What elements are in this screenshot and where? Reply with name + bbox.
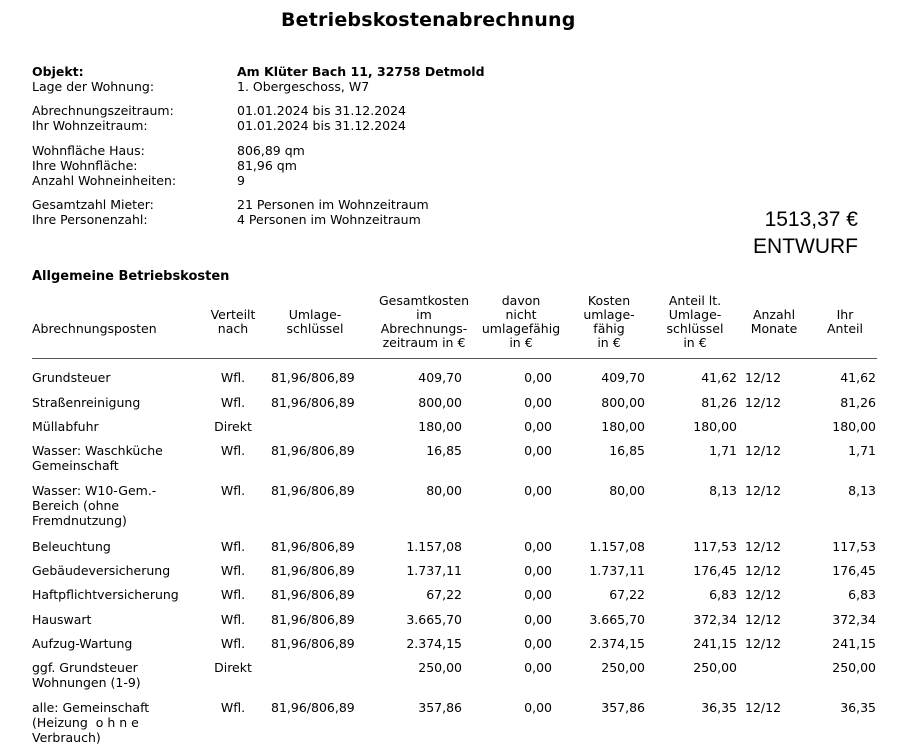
cell-kosten-umlagefaehig: 1.157,08 bbox=[589, 539, 645, 554]
cell-anteil: 250,00 bbox=[693, 660, 737, 675]
cell-abrechnungsposten: Wasser: Waschküche Gemeinschaft bbox=[32, 443, 163, 473]
cell-verteilt: Wfl. bbox=[220, 539, 246, 554]
cell-umlageschluessel: 81,96/806,89 bbox=[271, 483, 355, 498]
cell-ihr-anteil: 6,83 bbox=[848, 587, 876, 602]
cell-kosten-umlagefaehig: 3.665,70 bbox=[589, 612, 645, 627]
cell-kosten-umlagefaehig: 1.737,11 bbox=[589, 563, 645, 578]
info-label: Ihr Wohnzeitraum: bbox=[32, 118, 148, 133]
cell-kosten-umlagefaehig: 2.374,15 bbox=[589, 636, 645, 651]
info-value: 9 bbox=[237, 173, 245, 188]
cell-gesamtkosten: 16,85 bbox=[426, 443, 462, 458]
cell-nicht-umlagefaehig: 0,00 bbox=[524, 587, 552, 602]
cell-anteil: 1,71 bbox=[709, 443, 737, 458]
info-label: Wohnfläche Haus: bbox=[32, 143, 145, 158]
cell-kosten-umlagefaehig: 409,70 bbox=[601, 370, 645, 385]
cell-umlageschluessel: 81,96/806,89 bbox=[271, 539, 355, 554]
cell-gesamtkosten: 67,22 bbox=[426, 587, 462, 602]
cell-kosten-umlagefaehig: 80,00 bbox=[609, 483, 645, 498]
info-value: 21 Personen im Wohnzeitraum bbox=[237, 197, 429, 212]
cell-ihr-anteil: 81,26 bbox=[840, 395, 876, 410]
cell-nicht-umlagefaehig: 0,00 bbox=[524, 370, 552, 385]
cell-abrechnungsposten: Wasser: W10-Gem.- Bereich (ohne Fremdnutzung) bbox=[32, 483, 157, 528]
cell-kosten-umlagefaehig: 180,00 bbox=[601, 419, 645, 434]
cell-gesamtkosten: 80,00 bbox=[426, 483, 462, 498]
draft-status: ENTWURF bbox=[753, 235, 858, 258]
cell-anzahl-monate: 12/12 bbox=[745, 395, 782, 410]
header-abrechnungsposten: Abrechnungsposten bbox=[32, 321, 157, 336]
cell-anteil: 81,26 bbox=[701, 395, 737, 410]
cell-kosten-umlagefaehig: 16,85 bbox=[609, 443, 645, 458]
cell-verteilt: Wfl. bbox=[220, 395, 246, 410]
cell-umlageschluessel: 81,96/806,89 bbox=[271, 636, 355, 651]
cell-verteilt: Wfl. bbox=[220, 443, 246, 458]
info-label: Abrechnungszeitraum: bbox=[32, 103, 174, 118]
cell-gesamtkosten: 1.157,08 bbox=[406, 539, 462, 554]
cell-anteil: 117,53 bbox=[693, 539, 737, 554]
cell-nicht-umlagefaehig: 0,00 bbox=[524, 395, 552, 410]
cell-anteil: 6,83 bbox=[709, 587, 737, 602]
cell-umlageschluessel: 81,96/806,89 bbox=[271, 700, 355, 715]
info-label: Anzahl Wohneinheiten: bbox=[32, 173, 177, 188]
cell-abrechnungsposten: Haftpflichtversicherung bbox=[32, 587, 179, 602]
cell-anzahl-monate: 12/12 bbox=[745, 563, 782, 578]
cell-kosten-umlagefaehig: 357,86 bbox=[601, 700, 645, 715]
cell-nicht-umlagefaehig: 0,00 bbox=[524, 483, 552, 498]
cell-abrechnungsposten: Beleuchtung bbox=[32, 539, 111, 554]
info-value: 4 Personen im Wohnzeitraum bbox=[237, 212, 421, 227]
document-title: Betriebskostenabrechnung bbox=[281, 9, 576, 31]
cell-ihr-anteil: 372,34 bbox=[832, 612, 876, 627]
cell-abrechnungsposten: Hauswart bbox=[32, 612, 92, 627]
cell-kosten-umlagefaehig: 67,22 bbox=[609, 587, 645, 602]
total-amount: 1513,37 € bbox=[764, 208, 858, 231]
cell-nicht-umlagefaehig: 0,00 bbox=[524, 636, 552, 651]
header-anteil: Anteil lt. Umlage- schlüssel in € bbox=[666, 293, 724, 350]
cell-anteil: 8,13 bbox=[709, 483, 737, 498]
info-value: 01.01.2024 bis 31.12.2024 bbox=[237, 103, 407, 118]
cell-ihr-anteil: 176,45 bbox=[832, 563, 876, 578]
cell-kosten-umlagefaehig: 250,00 bbox=[601, 660, 645, 675]
info-value: Am Klüter Bach 11, 32758 Detmold bbox=[237, 64, 485, 79]
cell-nicht-umlagefaehig: 0,00 bbox=[524, 539, 552, 554]
cell-gesamtkosten: 1.737,11 bbox=[406, 563, 462, 578]
cell-anzahl-monate: 12/12 bbox=[745, 612, 782, 627]
cell-verteilt: Direkt bbox=[214, 660, 252, 675]
cell-nicht-umlagefaehig: 0,00 bbox=[524, 700, 552, 715]
cell-ihr-anteil: 117,53 bbox=[832, 539, 876, 554]
cell-umlageschluessel: 81,96/806,89 bbox=[271, 587, 355, 602]
cell-anzahl-monate: 12/12 bbox=[745, 370, 782, 385]
cell-anteil: 241,15 bbox=[693, 636, 737, 651]
cell-abrechnungsposten: alle: Gemeinschaft (Heizung o h n e Verbrauch) bbox=[32, 700, 150, 745]
info-value: 806,89 qm bbox=[237, 143, 305, 158]
cell-anzahl-monate: 12/12 bbox=[745, 636, 782, 651]
cell-anteil: 36,35 bbox=[701, 700, 737, 715]
cell-umlageschluessel: 81,96/806,89 bbox=[271, 563, 355, 578]
cell-anzahl-monate: 12/12 bbox=[745, 700, 782, 715]
cell-gesamtkosten: 357,86 bbox=[418, 700, 462, 715]
cell-ihr-anteil: 41,62 bbox=[840, 370, 876, 385]
cell-ihr-anteil: 180,00 bbox=[832, 419, 876, 434]
cell-nicht-umlagefaehig: 0,00 bbox=[524, 419, 552, 434]
info-label: Ihre Wohnfläche: bbox=[32, 158, 138, 173]
cell-nicht-umlagefaehig: 0,00 bbox=[524, 563, 552, 578]
info-label: Ihre Personenzahl: bbox=[32, 212, 148, 227]
cell-verteilt: Wfl. bbox=[220, 587, 246, 602]
cell-gesamtkosten: 409,70 bbox=[418, 370, 462, 385]
cell-ihr-anteil: 1,71 bbox=[848, 443, 876, 458]
cell-anteil: 41,62 bbox=[701, 370, 737, 385]
header-verteilt: Verteilt nach bbox=[210, 307, 256, 336]
cell-verteilt: Wfl. bbox=[220, 700, 246, 715]
info-label: Objekt: bbox=[32, 64, 84, 79]
cell-ihr-anteil: 8,13 bbox=[848, 483, 876, 498]
cell-gesamtkosten: 180,00 bbox=[418, 419, 462, 434]
info-label: Lage der Wohnung: bbox=[32, 79, 155, 94]
cell-nicht-umlagefaehig: 0,00 bbox=[524, 443, 552, 458]
cell-gesamtkosten: 800,00 bbox=[418, 395, 462, 410]
header-davon: davon nicht umlagefähig in € bbox=[481, 293, 561, 350]
cell-anzahl-monate: 12/12 bbox=[745, 443, 782, 458]
cell-umlageschluessel: 81,96/806,89 bbox=[271, 370, 355, 385]
cell-gesamtkosten: 3.665,70 bbox=[406, 612, 462, 627]
total-box bbox=[700, 206, 858, 260]
header-gesamtkosten: Gesamtkosten im Abrechnungs- zeitraum in € bbox=[378, 293, 470, 350]
cell-verteilt: Wfl. bbox=[220, 370, 246, 385]
cell-ihr-anteil: 36,35 bbox=[840, 700, 876, 715]
cell-ihr-anteil: 250,00 bbox=[832, 660, 876, 675]
cell-anteil: 180,00 bbox=[693, 419, 737, 434]
cell-verteilt: Wfl. bbox=[220, 636, 246, 651]
section-title: Allgemeine Betriebskosten bbox=[32, 269, 230, 284]
cell-abrechnungsposten: Straßenreinigung bbox=[32, 395, 141, 410]
cell-gesamtkosten: 2.374,15 bbox=[406, 636, 462, 651]
cell-anzahl-monate: 12/12 bbox=[745, 483, 782, 498]
cell-verteilt: Direkt bbox=[214, 419, 252, 434]
cell-verteilt: Wfl. bbox=[220, 563, 246, 578]
info-label: Gesamtzahl Mieter: bbox=[32, 197, 154, 212]
info-value: 01.01.2024 bis 31.12.2024 bbox=[237, 118, 407, 133]
cell-nicht-umlagefaehig: 0,00 bbox=[524, 660, 552, 675]
header-divider bbox=[32, 358, 877, 359]
cell-umlageschluessel: 81,96/806,89 bbox=[271, 612, 355, 627]
header-umlageschluessel: Umlage- schlüssel bbox=[286, 307, 344, 336]
cell-abrechnungsposten: ggf. Grundsteuer Wohnungen (1-9) bbox=[32, 660, 141, 690]
cell-verteilt: Wfl. bbox=[220, 612, 246, 627]
cell-anteil: 176,45 bbox=[693, 563, 737, 578]
cell-abrechnungsposten: Aufzug-Wartung bbox=[32, 636, 133, 651]
info-value: 81,96 qm bbox=[237, 158, 297, 173]
cell-anteil: 372,34 bbox=[693, 612, 737, 627]
cell-anzahl-monate: 12/12 bbox=[745, 539, 782, 554]
cell-umlageschluessel: 81,96/806,89 bbox=[271, 443, 355, 458]
header-kosten: Kosten umlage- fähig in € bbox=[583, 293, 635, 350]
cell-kosten-umlagefaehig: 800,00 bbox=[601, 395, 645, 410]
cell-gesamtkosten: 250,00 bbox=[418, 660, 462, 675]
cell-umlageschluessel: 81,96/806,89 bbox=[271, 395, 355, 410]
cell-ihr-anteil: 241,15 bbox=[832, 636, 876, 651]
cell-abrechnungsposten: Müllabfuhr bbox=[32, 419, 99, 434]
header-ihr-anteil: Ihr Anteil bbox=[826, 307, 863, 336]
header-monate: Anzahl Monate bbox=[750, 307, 798, 336]
cell-abrechnungsposten: Gebäudeversicherung bbox=[32, 563, 171, 578]
cell-abrechnungsposten: Grundsteuer bbox=[32, 370, 111, 385]
info-value: 1. Obergeschoss, W7 bbox=[237, 79, 370, 94]
cell-verteilt: Wfl. bbox=[220, 483, 246, 498]
cell-nicht-umlagefaehig: 0,00 bbox=[524, 612, 552, 627]
cell-anzahl-monate: 12/12 bbox=[745, 587, 782, 602]
